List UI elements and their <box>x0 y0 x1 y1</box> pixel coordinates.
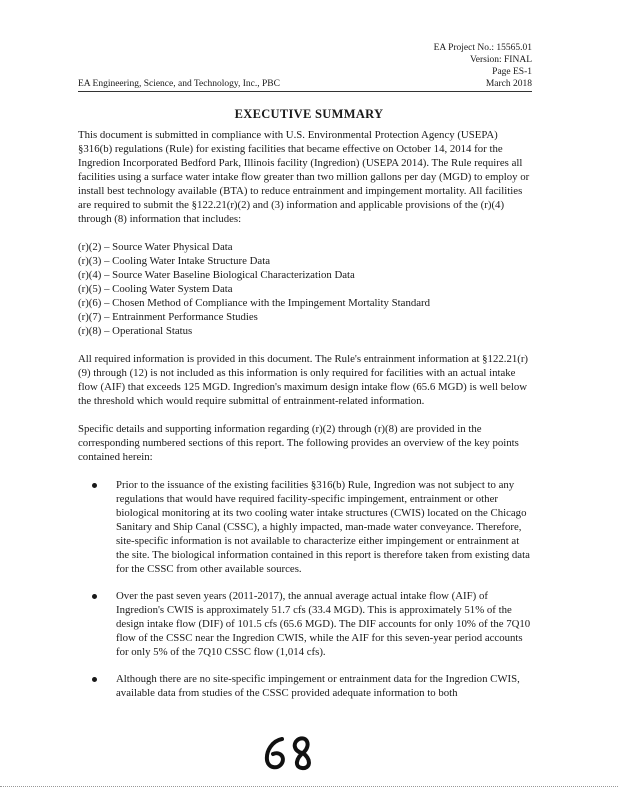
requirement-item: (r)(7) – Entrainment Performance Studies <box>78 311 258 323</box>
bullet-icon <box>92 677 97 682</box>
key-point-text: Prior to the issuance of the existing facilities §316(b) Rule, Ingredion was not subject to any regulations that would have required facility-specific impingement, entrainment or other biological monitoring at its two cooling water intake structures (CWIS) located on the Chicago Sanitary and Ship Canal (CSSC), a highly impacted, man-made water conveyance. Therefore, site-specific information is not available to characterize either impingement or entrainment at the site. The biological information contained in this report is therefore taken from existing data for the CSSC from other available sources. <box>116 479 530 575</box>
overview-paragraph: Specific details and supporting information regarding (r)(2) through (r)(8) are provided in the corresponding numbered sections of this report. The following provides an overview of the key points contained herein: <box>78 423 519 463</box>
document-date: March 2018 <box>485 79 532 89</box>
version-label: Version: FINAL <box>469 55 532 65</box>
requirement-item: (r)(8) – Operational Status <box>78 325 193 337</box>
key-point-item <box>116 589 532 659</box>
requirement-item: (r)(4) – Source Water Baseline Biological Characterization Data <box>78 269 355 281</box>
page-number: Page ES-1 <box>492 67 532 77</box>
key-point-item <box>116 672 532 700</box>
requirement-item: (r)(5) – Cooling Water System Data <box>78 283 233 295</box>
page-title: EXECUTIVE SUMMARY <box>234 107 384 121</box>
bullet-icon <box>92 594 97 599</box>
requirement-item: (r)(2) – Source Water Physical Data <box>78 241 233 253</box>
key-point-item <box>116 478 532 576</box>
intro-paragraph: This document is submitted in compliance with U.S. Environmental Protection Agency (USEPA) §316(b) regulations (Rule) for existing facilities that became effective on October 14, 2014 for the Ingredion Incorporated Bedford Park, Illinois facility (Ingredion) (USEPA 2014). The Rule requires all facilities using a surface water intake flow greater than two million gallons per day (MGD) to employ or install best technology available (BTA) to reduce entrainment and impingement mortality. All facilities are required to submit the §122.21(r)(2) and (3) information and applicable provisions of the (r)(4) through (8) information that includes: <box>78 129 530 225</box>
scan-edge-line <box>0 786 618 787</box>
key-point-text: Although there are no site-specific impingement or entrainment data for the Ingredion CWIS, available data from studies of the CSSC provided adequate information to both <box>116 673 520 699</box>
requirement-item: (r)(6) – Chosen Method of Compliance with the Impingement Mortality Standard <box>78 297 431 309</box>
requirements-list <box>78 240 532 338</box>
requirement-item: (r)(3) – Cooling Water Intake Structure Data <box>78 255 271 267</box>
header-right-block <box>434 42 532 90</box>
header-divider <box>78 91 532 92</box>
key-point-text: Over the past seven years (2011-2017), the annual average actual intake flow (AIF) of Ingredion's CWIS is approximately 51.7 cfs (33.4 MGD). This is approximately 51% of the design intake flow (DIF) of 101.5 cfs (65.6 MGD). The DIF accounts for only 10% of the 7Q10 flow of the CSSC near the Ingredion CWIS, while the AIF for this seven-year period accounts for only 5% of the 7Q10 CSSC flow (1,014 cfs). <box>116 590 531 658</box>
bullet-icon <box>92 483 97 488</box>
document-body <box>78 128 532 713</box>
handwritten-page-mark <box>258 733 318 773</box>
entrainment-paragraph: All required information is provided in this document. The Rule's entrainment information at §122.21(r)(9) through (12) is not included as this information is only required for facilities with an actual intake flow (AIF) that exceeds 125 MGD. Ingredion's maximum design intake flow (65.6 MGD) is well below the threshold which would require submittal of entrainment-related information. <box>78 353 529 407</box>
project-number: EA Project No.: 15565.01 <box>433 43 532 53</box>
company-name: EA Engineering, Science, and Technology, Inc., PBC <box>78 79 280 89</box>
key-points-list <box>78 478 532 700</box>
